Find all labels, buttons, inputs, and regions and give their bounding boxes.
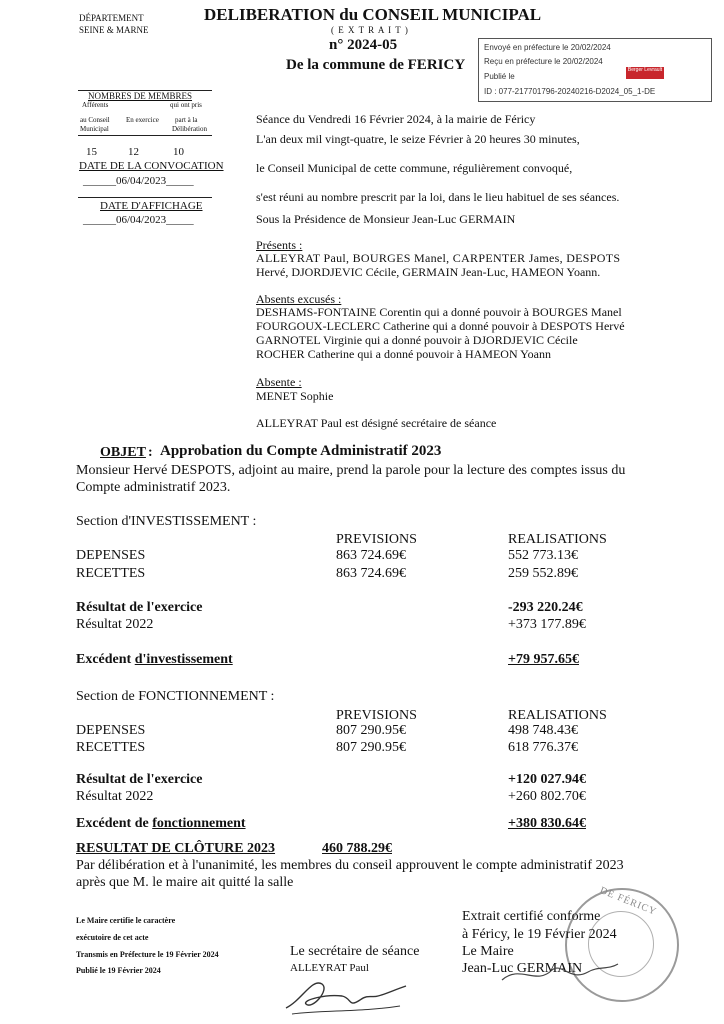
convocation-date: ______06/04/2023_____ [83,175,194,187]
fonctionnement-resultat-label: Résultat de l'exercice [76,772,203,787]
investissement-resultat-label: Résultat de l'exercice [76,600,203,615]
extrait-label: ( E X T R A I T ) [331,25,409,35]
intro-line-1: L'an deux mil vingt-quatre, le seize Février à 20 heures 30 minutes, [256,132,580,146]
fonctionnement-col-realisations: REALISATIONS [508,708,607,723]
stamp-id: ID : 077-217701796-20240216-D2024_05_1-DE [484,87,656,96]
absent-line-2: FOURGOUX-LECLERC Catherine qui a donné pouvoir à DESPOTS Hervé [256,319,625,333]
commune-line: De la commune de FERICY [286,57,466,73]
objet-title: Approbation du Compte Administratif 2023 [160,443,442,459]
investissement-excedent-value: +79 957.65€ [508,652,579,667]
fonctionnement-excedent-word: Excédent de [76,816,153,831]
fonctionnement-excedent-type: fonctionnement [152,816,246,831]
investissement-col-realisations: REALISATIONS [508,532,607,547]
fonctionnement-resultat-value: +120 027.94€ [508,772,586,787]
absent-line-3: GARNOTEL Virginie qui a donné pouvoir à DJORDJEVIC Cécile [256,333,578,347]
cloture-label: RESULTAT DE CLÔTURE 2023 [76,841,276,856]
members-bottom-rule [78,197,212,198]
investissement-recettes-label: RECETTES [76,566,146,581]
maire-signature [500,958,620,988]
deliberation-number: n° 2024-05 [329,37,398,53]
fonctionnement-recettes-prev: 807 290.95€ [336,740,406,755]
objet-colon: : [148,445,153,460]
members-municipal: Municipal [80,125,109,133]
investissement-resultat-value: -293 220.24€ [508,600,583,615]
extrait-line-3: Le Maire [462,944,514,959]
presents-label: Présents : [256,238,303,252]
stamp-published: Publié le [484,72,515,81]
fonctionnement-excedent-label [76,816,246,832]
secretaire-signature [282,970,412,1020]
investissement-excedent-type: d'investissement [134,652,233,667]
absent-line-4: ROCHER Catherine qui a donné pouvoir à HAMEON Yoann [256,347,551,361]
investissement-recettes-prev: 863 724.69€ [336,566,406,581]
affichage-label: DATE D'AFFICHAGE [100,200,203,212]
fonctionnement-depenses-real: 498 748.43€ [508,723,578,738]
extrait-line-1: Extrait certifié conforme [462,909,601,924]
intro-line-4: Sous la Présidence de Monsieur Jean-Luc GERMAIN [256,212,516,226]
certification-line-2: exécutoire de cet acte [76,933,149,942]
cloture-text-2: après que M. le maire ait quitté la salle [76,875,294,890]
fonctionnement-depenses-prev: 807 290.95€ [336,723,406,738]
investissement-depenses-prev: 863 724.69€ [336,548,406,563]
seance-line: Séance du Vendredi 16 Février 2024, à la mairie de Féricy [256,112,536,126]
fonctionnement-col-previsions: PREVISIONS [336,708,417,723]
objet-text-2: Compte administratif 2023. [76,480,231,495]
investissement-section-title: Section d'INVESTISSEMENT : [76,514,257,529]
fonctionnement-recettes-real: 618 776.37€ [508,740,578,755]
certification-publie: Publié le 19 Février 2024 [76,966,161,975]
members-part-a-la: part à la [175,116,198,124]
members-afferents: Afférents [82,101,109,109]
absente-name: MENET Sophie [256,389,334,403]
members-mid-rule [78,135,212,136]
absente-label: Absente : [256,375,302,389]
investissement-recettes-real: 259 552.89€ [508,566,578,581]
stamp-sent: Envoyé en préfecture le 20/02/2024 [484,43,611,52]
investissement-depenses-label: DEPENSES [76,548,146,563]
fonctionnement-resultat-2022-value: +260 802.70€ [508,789,586,804]
certification-line-1: Le Maire certifie le caractère [76,916,176,925]
extrait-line-4: Jean-Luc GERMAIN [462,961,583,976]
absent-line-1: DESHAMS-FONTAINE Corentin qui a donné pouvoir à BOURGES Manel [256,305,622,319]
secretaire-line: ALLEYRAT Paul est désigné secrétaire de séance [256,416,497,430]
objet-text-1: Monsieur Hervé DESPOTS, adjoint au maire, prend la parole pour la lecture des comptes issus du [76,463,626,478]
investissement-depenses-real: 552 773.13€ [508,548,578,563]
department-line-1: DÉPARTEMENT [79,13,144,23]
members-deliberation: Délibération [172,125,207,133]
presents-line-2: Hervé, DJORDJEVIC Cécile, GERMAIN Jean-Luc, HAMEON Yoann. [256,265,601,279]
certification-transmis: Transmis en Préfecture le 19 Février 2024 [76,950,219,959]
affichage-date: ______06/04/2023_____ [83,214,194,226]
fonctionnement-excedent-value: +380 830.64€ [508,816,586,831]
investissement-resultat-2022-label: Résultat 2022 [76,617,154,632]
fonctionnement-recettes-label: RECETTES [76,740,146,755]
members-en-exercice: En exercice [126,116,159,124]
intro-line-2: le Conseil Municipal de cette commune, régulièrement convoqué, [256,161,573,175]
presents-line-1: ALLEYRAT Paul, BOURGES Manel, CARPENTER James, DESPOTS [256,251,621,265]
members-title: NOMBRES DE MEMBRES [88,91,193,101]
members-qui-ont-pris: qui ont pris [170,101,202,109]
cloture-text-1: Par délibération et à l'unanimité, les membres du conseil approuvent le compte administratif 2023 [76,858,624,873]
convocation-label: DATE DE LA CONVOCATION [79,160,224,172]
berger-levrault-logo: Berger Levrault [626,67,664,79]
members-count-exercice: 12 [128,146,139,158]
fonctionnement-section-title: Section de FONCTIONNEMENT : [76,689,275,704]
stamp-received: Reçu en préfecture le 20/02/2024 [484,57,603,66]
investissement-resultat-2022-value: +373 177.89€ [508,617,586,632]
investissement-col-previsions: PREVISIONS [336,532,417,547]
objet-label: OBJET [100,445,146,460]
cloture-value: 460 788.29€ [322,841,392,856]
secretaire-name: ALLEYRAT Paul [290,962,369,974]
extrait-line-2: à Féricy, le 19 Février 2024 [462,927,617,942]
investissement-excedent-word: Excédent [76,652,135,667]
fonctionnement-resultat-2022-label: Résultat 2022 [76,789,154,804]
intro-line-3: s'est réuni au nombre prescrit par la loi, dans le lieu habituel de ses séances. [256,190,620,204]
department-line-2: SEINE & MARNE [79,25,149,35]
document-title: DELIBERATION du CONSEIL MUNICIPAL [204,5,542,24]
absents-label: Absents excusés : [256,292,342,306]
investissement-excedent-label [76,652,233,668]
members-au-conseil: au Conseil [80,116,110,124]
members-count-votants: 10 [173,146,184,158]
prefecture-stamp [478,38,712,102]
secretaire-title: Le secrétaire de séance [290,944,420,959]
members-count-afferents: 15 [86,146,97,158]
seal-text: DE FÉRICY [598,885,659,918]
fonctionnement-depenses-label: DEPENSES [76,723,146,738]
